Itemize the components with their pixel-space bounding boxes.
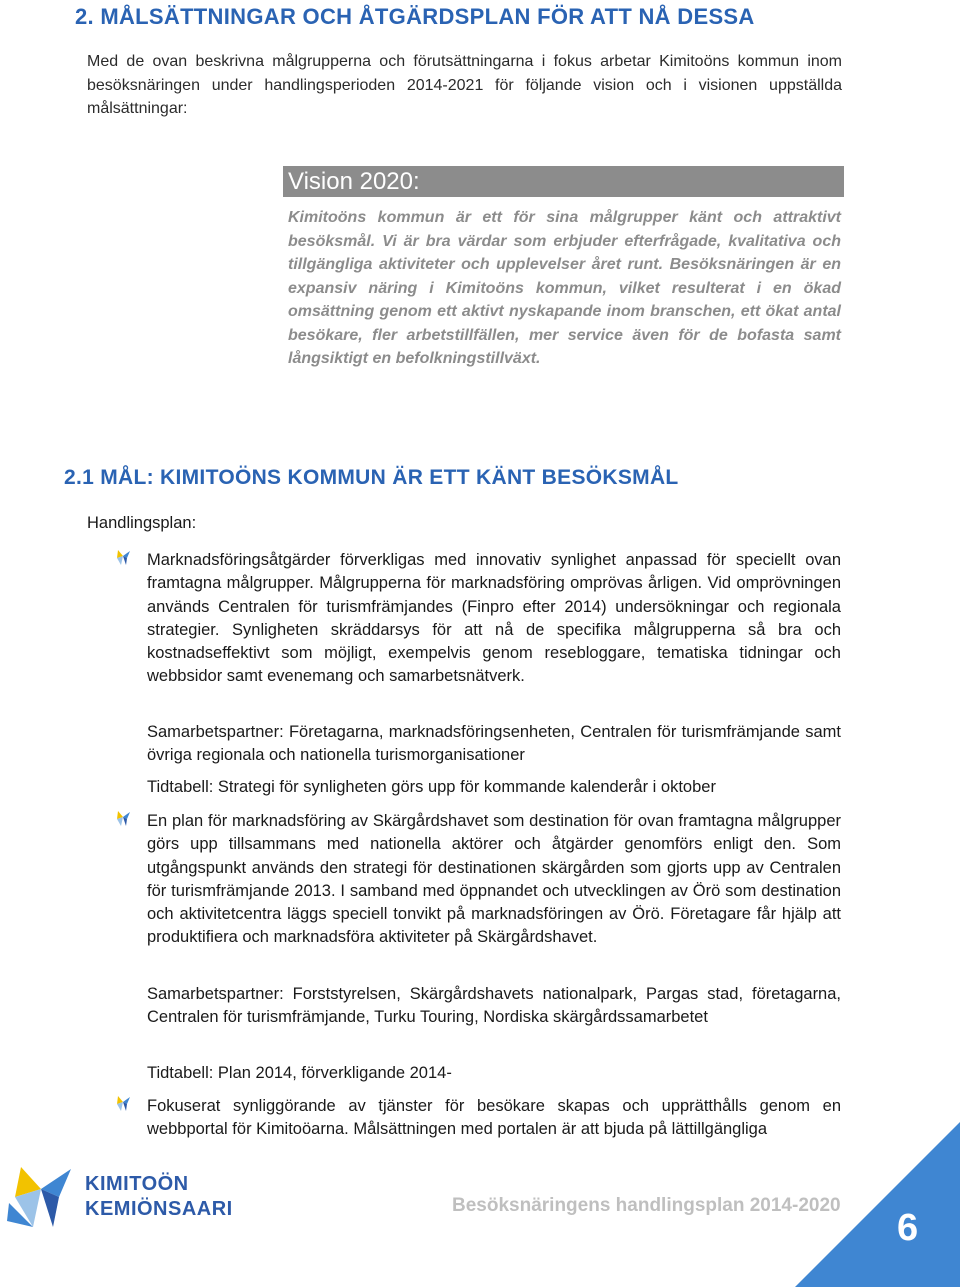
action-item-schedule: Tidtabell: Strategi för synligheten görs upp för kommande kalenderår i oktober (147, 778, 716, 796)
logo-text-line-2: KEMIÖNSAARI (85, 1198, 233, 1220)
action-item-text: En plan för marknadsföring av Skärgårdshavet som destination för ovan framtagna målgrupper görs upp tillsammans med nationella aktörer och åtgärder genomförs enligt den. Som utgångspunkt används den strategi för destinationen skärgården som gjorts upp av Centralen för turismfrämjande 2013. I samband med öppnandet och utvecklingen av Örö som destination och aktivitetcentra läggs speciell tonvikt på marknadsföringen av Örö. Företagare får hjälp att produktifiera och marknadsföra aktiviteter på Skärgårdshavet. (147, 812, 841, 947)
logo-text-line-1: KIMITOÖN (85, 1173, 189, 1195)
action-item-text: Marknadsföringsåtgärder förverkligas med innovativ synlighet anpassad för speciellt ovan framtagna målgrupper. Målgrupperna för marknadsföring omprövas årligen. Vid omprövningen används Centralen för turismfrämjandes (Finpro efter 2014) undersökningar och regionala strategier. Synligheten skräddarsys för att nå de specifika målgrupperna så bra och kostnadseffektivt som möjligt, exempelvis genom resebloggare, tematiska tidningar och webbsidor samt evenemang och samarbetsnätverk. (147, 551, 841, 686)
vision-text: Kimitoöns kommun är ett för sina målgrupper känt och attraktivt besöksmål. Vi är bra värdar som erbjuder efterfrågade, kvalitativa och tillgängliga aktiviteter och upplevelser året runt. Besöksnäringen är en expansiv näring i Kimitoöns kommun, vilket resulterat i en ökad omsättning genom ett aktivt nyskapande inom branschen, ett ökat antal besökare, fler arbetstillfällen, mer service även för de bofasta samt långsiktigt en befolkningstillväxt. (288, 209, 841, 367)
page-corner-triangle (795, 1122, 960, 1287)
star-bullet-icon (114, 809, 134, 829)
kimitoon-logo-icon (5, 1163, 83, 1231)
action-item-schedule: Tidtabell: Plan 2014, förverkligande 2014- (147, 1064, 452, 1082)
subsection-heading: 2.1 MÅL: KIMITOÖNS KOMMUN ÄR ETT KÄNT BESÖKSMÅL (64, 466, 679, 489)
page-number: 6 (897, 1207, 919, 1249)
action-item-partners: Samarbetspartner: Forststyrelsen, Skärgårdshavets nationalpark, Pargas stad, företagarna, Centralen för turismfrämjande, Turku Touring, Nordiska skärgårdssamarbetet (147, 985, 841, 1027)
action-item-text: Fokuserat synliggörande av tjänster för besökare skapas och upprätthålls genom en webbportal för Kimitoöarna. Målsättningen med portalen är att bjuda på lättillgängliga (147, 1097, 841, 1139)
footer-document-title: Besöksnäringens handlingsplan 2014-2020 (452, 1195, 841, 1216)
star-bullet-icon (114, 548, 134, 568)
section-heading: 2. MÅLSÄTTNINGAR OCH ÅTGÄRDSPLAN FÖR ATT NÅ DESSA (75, 4, 755, 29)
action-plan-label: Handlingsplan: (87, 514, 197, 532)
star-bullet-icon (114, 1094, 134, 1114)
vision-title: Vision 2020: (288, 168, 420, 195)
intro-paragraph: Med de ovan beskrivna målgrupperna och förutsättningarna i fokus arbetar Kimitoöns kommun inom besöksnäringen under handlingsperioden 2014-2021 för följande vision och i visionen uppställda målsättningar: (87, 53, 842, 117)
action-item-partners: Samarbetspartner: Företagarna, marknadsföringsenheten, Centralen för turismfrämjande samt övriga regionala och nationella turismorganisationer (147, 723, 841, 765)
